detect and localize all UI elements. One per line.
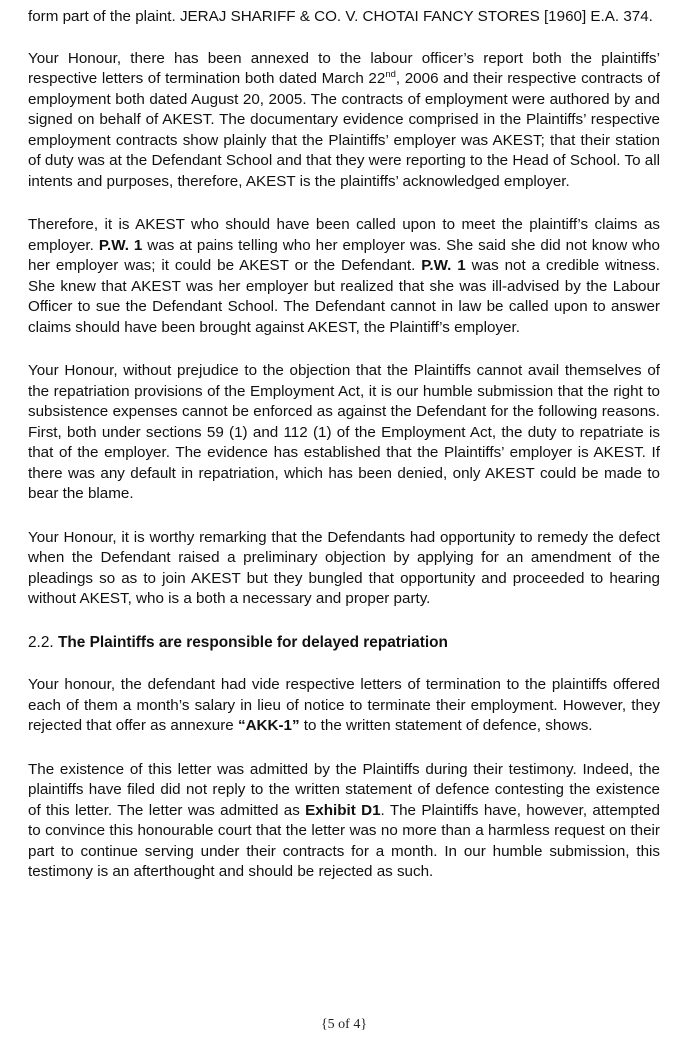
section-title: The Plaintiffs are responsible for delayed repatriation xyxy=(57,633,448,651)
annexure-reference: “AKK-1” xyxy=(237,717,300,734)
exhibit-reference: Exhibit D1 xyxy=(305,801,381,819)
paragraph-text: form part of the plaint. JERAJ SHARIFF & CO. V. CHOTAI FANCY STORES [1960] E.A. 374. xyxy=(28,8,653,25)
paragraph-akest-employer xyxy=(28,215,660,338)
paragraph-termination-offer xyxy=(28,675,660,737)
paragraph-opportunity xyxy=(28,528,660,610)
ordinal-superscript: nd xyxy=(385,69,396,80)
paragraph-text: , 2006 and their respective contracts of employment both dated August 20, 2005. The contracts of employment were authored by and signed on behalf of AKEST. The documentary evidence comprised in the Plaintiffs’ respective employment contracts show plainly that the Plaintiffs’ employer was AKEST; that their station of duty was at the Defendant School and that they were reporting to the Head of School. To all intents and purposes, therefore, AKEST is the plaintiffs’ acknowledged employer. xyxy=(28,70,660,190)
paragraph-text: was not a credible witness. She knew that AKEST was her employer but realized that she was ill-advised by the Labour Officer to sue the Defendant School. The Defendant cannot in law be called upon to answer claims should have been brought against AKEST, the Plaintiff’s employer. xyxy=(28,257,660,336)
paragraph-text: Your Honour, there has been annexed to the labour officer’s report both the plaintiffs’ respective letters of termination both dated March 22 xyxy=(28,49,660,87)
section-heading xyxy=(28,633,660,654)
document-body xyxy=(28,7,660,906)
paragraph-annexed-letters xyxy=(28,49,660,193)
paragraph-text: to the written statement of defence, shows. xyxy=(299,717,593,734)
paragraph-text: Therefore, it is AKEST who should have been called upon to meet the plaintiff’s claims as employer. xyxy=(28,216,660,254)
paragraph-text: The existence of this letter was admitted by the Plaintiffs during their testimony. Indeed, the plaintiffs have filed did not reply to the written statement of defence contesting the existence of this letter. The letter was admitted as xyxy=(28,760,660,819)
paragraph-text: was at pains telling who her employer was. She said she did not know who her employer was; it could be AKEST or the Defendant. xyxy=(28,236,660,274)
paragraph-citation xyxy=(28,7,660,28)
witness-reference: P.W. 1 xyxy=(98,236,143,254)
paragraph-repatriation xyxy=(28,361,660,505)
paragraph-text: Your honour, the defendant had vide respective letters of termination to the plaintiffs offered each of them a month’s salary in lieu of notice to terminate their employment. However, they rejected that offer as annexure xyxy=(28,676,660,734)
witness-reference: P.W. 1 xyxy=(421,257,466,274)
paragraph-text: Your Honour, without prejudice to the objection that the Plaintiffs cannot avail themselves of the repatriation provisions of the Employment Act, it is our humble submission that the right to subsistence expenses cannot be enforced as against the Defendant for the following reasons. First, both under sections 59 (1) and 112 (1) of the Employment Act, the duty to repatriate is that of the employer. The evidence has established that the Plaintiffs’ employer is AKEST. If there was any default in repatriation, which has been denied, only AKEST could be made to bear the blame. xyxy=(28,362,660,502)
page-number: {5 of 4} xyxy=(320,1017,368,1032)
paragraph-text: Your Honour, it is worthy remarking that the Defendants had opportunity to remedy the defect when the Defendant raised a preliminary objection by applying for an amendment of the pleadings so as to join AKEST but they bungled that opportunity and proceeded to hearing without AKEST, who is a both a necessary and proper party. xyxy=(28,528,660,607)
paragraph-text: . The Plaintiffs have, however, attempted to convince this honourable court that the letter was no more than a harmless request on their part to continue serving under their contracts for a month. In our humble submission, this testimony is an afterthought and should be rejected as such. xyxy=(28,801,660,880)
paragraph-letter-existence xyxy=(28,760,660,883)
section-number: 2.2. xyxy=(28,633,54,651)
